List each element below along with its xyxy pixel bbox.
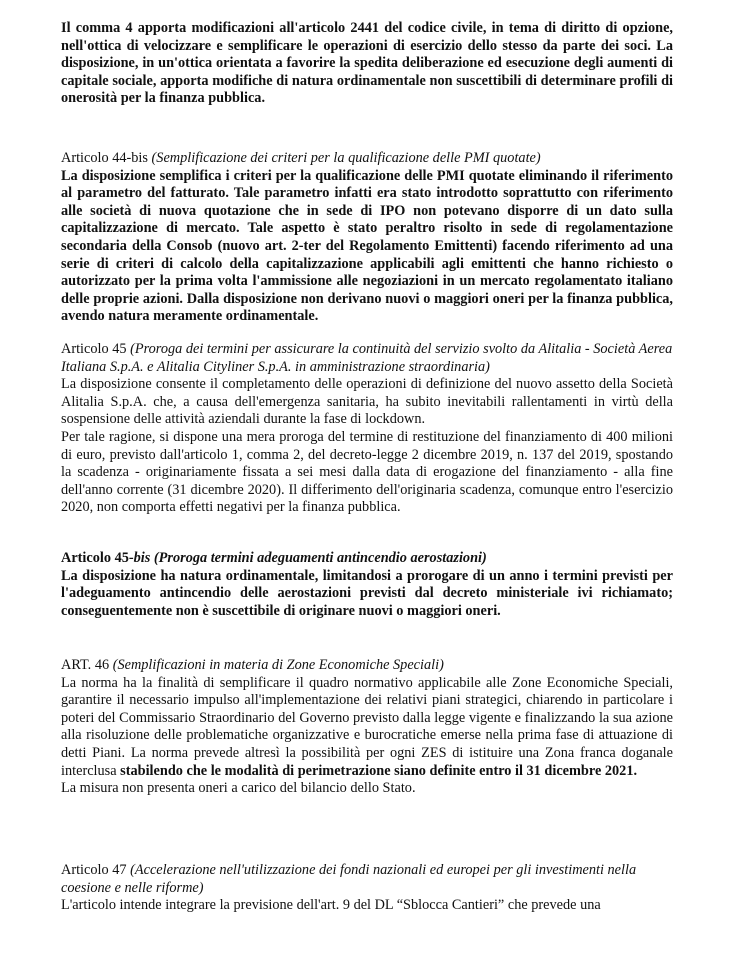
intro-paragraph: Il comma 4 apporta modificazioni all'articolo 2441 del codice civile, in tema di diritto di opzione, nell'ottica di velocizzare e semplificare le operazioni di esercizio dello stesso da parte dei soci. La disposizione, in un'ottica orientata a favorire la spedita deliberazione ed esecuzione degli aumenti di capitale sociale, apporta modifiche di natura ordinamentale non suscettibili di determinare profili di onerosità per la finanza pubblica. bbox=[61, 20, 673, 107]
article-45-bis-heading bbox=[61, 550, 673, 568]
article-47-title: (Accelerazione nell'utilizzazione dei fondi nazionali ed europei per gli investimenti nella coesione e nelle riforme) bbox=[61, 862, 637, 896]
article-45-bis-section bbox=[61, 550, 673, 620]
article-45-bis-label-suffix: bis bbox=[133, 550, 151, 566]
article-45-body-2: Per tale ragione, si dispone una mera proroga del termine di restituzione del finanziamento di 400 milioni di euro, previsto dall'articolo 1, comma 2, del decreto-legge 2 dicembre 2019, n. 137 del 2019, spostando la scadenza - originariamente fissata a sei mesi dalla data di erogazione del finanziamento - alla fine dell'anno corrente (31 dicembre 2020). Il differimento dell'originaria scadenza, comunque entro l'esercizio 2020, non comporta effetti negativi per la finanza pubblica. bbox=[61, 428, 673, 516]
article-47-section bbox=[61, 862, 673, 915]
article-46-body-end: . bbox=[633, 762, 638, 779]
intro-section bbox=[61, 20, 673, 108]
article-46-heading bbox=[61, 657, 673, 675]
article-45-section bbox=[61, 341, 673, 517]
article-44-bis-section bbox=[61, 150, 673, 326]
article-45-heading bbox=[61, 341, 673, 376]
article-46-body-2: La misura non presenta oneri a carico del bilancio dello Stato. bbox=[61, 780, 416, 797]
article-46-body-text: La norma ha la finalità di semplificare il quadro normativo applicabile alle Zone Economiche Speciali, garantire il necessario impulso all'implementazione dei relativi piani strategici, chiarendo in particolare i poteri del Commissario Straordinario del Governo previsto dalla legge vigente e finalizzando la sua azione alla risoluzione delle problematiche organizzative e burocratiche emerse nella prima fase di attuazione di detti Piani. La norma prevede altresì la possibilità per ogni ZES di istituire una Zona franca doganale interclusa bbox=[61, 674, 673, 779]
article-45-title: (Proroga dei termini per assicurare la continuità del servizio svolto da Alitalia - Società Aerea Italiana S.p.A. e Alitalia Cityliner S.p.A. in amministrazione straordinaria) bbox=[61, 341, 673, 375]
article-45-bis-body: La disposizione ha natura ordinamentale, limitandosi a prorogare di un anno i termini previsti per l'adeguamento antincendio delle aerostazioni previsti dal decreto ministeriale ivi richiamato; conseguentemente non è suscettibile di originare nuovi o maggiori oneri. bbox=[61, 567, 673, 619]
article-47-label: Articolo 47 bbox=[61, 862, 127, 878]
article-46-label: ART. 46 bbox=[61, 657, 110, 673]
article-45-bis-label: Articolo 45- bbox=[61, 550, 134, 566]
article-46-section bbox=[61, 657, 673, 798]
article-44-bis-title: (Semplificazione dei criteri per la qualificazione delle PMI quotate) bbox=[151, 150, 541, 166]
article-44-bis-heading bbox=[61, 150, 673, 168]
article-47-body: L'articolo intende integrare la previsione dell'art. 9 del DL “Sblocca Cantieri” che prevede una bbox=[61, 897, 601, 914]
article-45-body-1: La disposizione consente il completamento delle operazioni di definizione del nuovo assetto della Società Alitalia S.p.A. che, a causa dell'emergenza sanitaria, ha subito inevitabili rallentamenti in virtù della sospensione delle attività aziendali durante la fase di lockdown. bbox=[61, 376, 673, 428]
article-47-heading bbox=[61, 862, 673, 897]
article-45-bis-title: (Proroga termini adeguamenti antincendio aerostazioni) bbox=[153, 550, 487, 566]
article-46-body-emphasis: stabilendo che le modalità di perimetrazione siano definite entro il 31 dicembre 2021 bbox=[120, 762, 634, 779]
article-44-bis-body: La disposizione semplifica i criteri per la qualificazione delle PMI quotate eliminando il riferimento al parametro del fatturato. Tale parametro infatti era stato introdotto soprattutto con riferimento alle società di nuova quotazione che in sede di IPO non potevano disporre di un dato sulla capitalizzazione di mercato. Tale aspetto è stato peraltro risolto in sede di regolamentazione secondaria della Consob (nuovo art. 2-ter del Regolamento Emittenti) facendo riferimento ad una serie di criteri di calcolo della capitalizzazione applicabili agli emittenti che hanno richiesto o autorizzato per la prima volta l'ammissione alle negoziazioni in un mercato regolamentato italiano delle proprie azioni. Dalla disposizione non derivano nuovi o maggiori oneri per la finanza pubblica, avendo natura meramente ordinamentale. bbox=[61, 167, 673, 325]
article-45-label: Articolo 45 bbox=[61, 341, 127, 357]
article-46-body-1 bbox=[61, 675, 673, 781]
article-46-title: (Semplificazioni in materia di Zone Economiche Speciali) bbox=[112, 657, 444, 673]
article-44-bis-label: Articolo 44-bis bbox=[61, 150, 148, 166]
